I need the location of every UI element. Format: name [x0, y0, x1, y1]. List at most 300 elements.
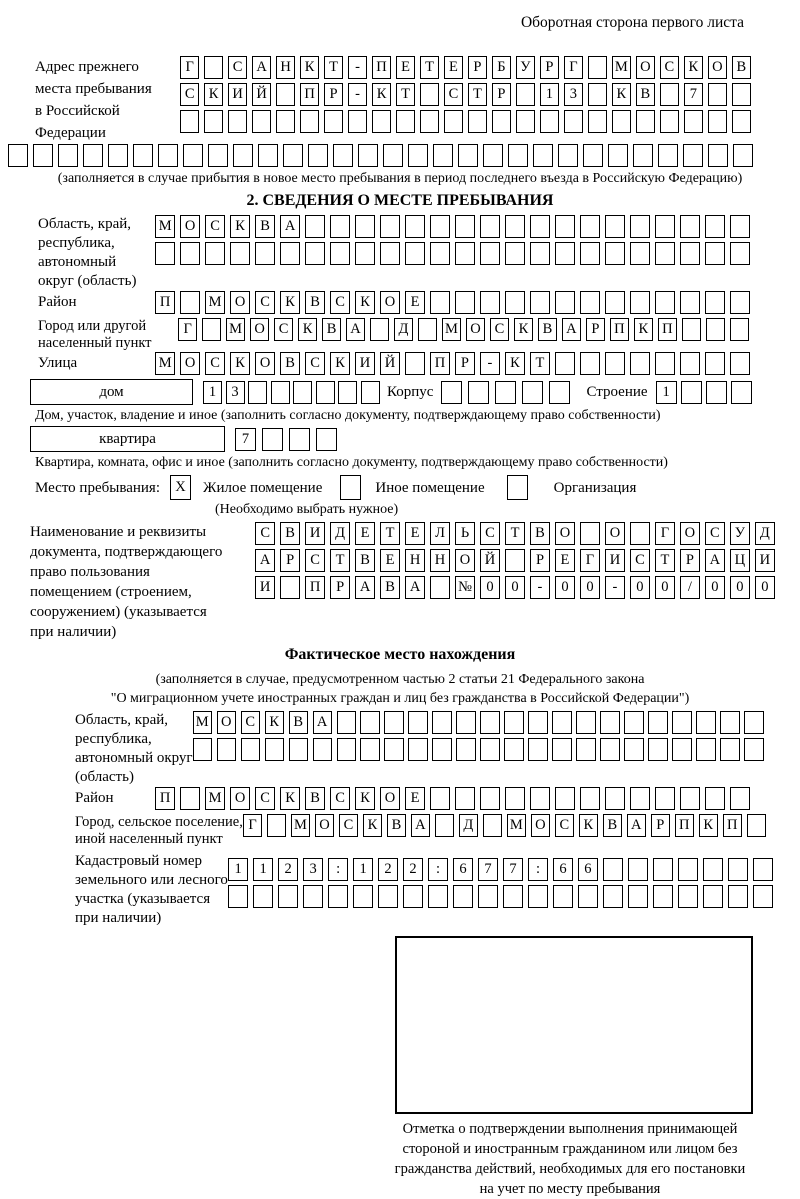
checkbox-other-premises[interactable]: [340, 475, 361, 500]
char-cell[interactable]: [672, 738, 691, 761]
char-cell[interactable]: Е: [405, 522, 425, 545]
char-cell[interactable]: [655, 787, 675, 810]
char-cell[interactable]: П: [155, 291, 175, 314]
char-cell[interactable]: П: [610, 318, 629, 341]
char-cell[interactable]: 1: [540, 83, 559, 106]
char-cell[interactable]: [603, 885, 623, 908]
char-cell[interactable]: С: [490, 318, 509, 341]
char-cell[interactable]: Д: [755, 522, 775, 545]
char-cell[interactable]: А: [411, 814, 430, 837]
char-cell[interactable]: М: [612, 56, 631, 79]
char-cell[interactable]: У: [730, 522, 750, 545]
char-cell[interactable]: Т: [324, 56, 343, 79]
char-cell[interactable]: О: [380, 291, 400, 314]
char-cell[interactable]: Д: [394, 318, 413, 341]
char-cell[interactable]: [708, 83, 727, 106]
char-cell[interactable]: [680, 215, 700, 238]
char-cell[interactable]: [316, 381, 335, 404]
char-cell[interactable]: И: [305, 522, 325, 545]
char-cell[interactable]: Т: [330, 549, 350, 572]
char-cell[interactable]: [455, 291, 475, 314]
char-cell[interactable]: В: [530, 522, 550, 545]
char-cell[interactable]: 1: [656, 381, 677, 404]
char-cell[interactable]: 0: [730, 576, 750, 599]
char-cell[interactable]: [333, 144, 353, 167]
char-cell[interactable]: [262, 428, 283, 451]
char-cell[interactable]: [624, 711, 643, 734]
char-cell[interactable]: А: [255, 549, 275, 572]
char-cell[interactable]: [228, 110, 247, 133]
char-cell[interactable]: Е: [405, 787, 425, 810]
char-cell[interactable]: О: [708, 56, 727, 79]
char-cell[interactable]: С: [305, 549, 325, 572]
char-cell[interactable]: В: [289, 711, 308, 734]
char-cell[interactable]: [678, 858, 698, 881]
char-cell[interactable]: П: [305, 576, 325, 599]
char-cell[interactable]: [530, 242, 550, 265]
char-cell[interactable]: [744, 738, 763, 761]
char-cell[interactable]: [578, 885, 598, 908]
char-cell[interactable]: [705, 787, 725, 810]
char-cell[interactable]: М: [226, 318, 245, 341]
char-cell[interactable]: [360, 711, 379, 734]
char-cell[interactable]: [730, 291, 750, 314]
char-cell[interactable]: [328, 885, 348, 908]
char-cell[interactable]: [540, 110, 559, 133]
char-cell[interactable]: [753, 885, 773, 908]
char-cell[interactable]: 0: [655, 576, 675, 599]
char-cell[interactable]: С: [241, 711, 260, 734]
char-cell[interactable]: [605, 242, 625, 265]
char-cell[interactable]: [533, 144, 553, 167]
char-cell[interactable]: [458, 144, 478, 167]
char-cell[interactable]: Г: [564, 56, 583, 79]
char-cell[interactable]: [337, 711, 356, 734]
char-cell[interactable]: К: [363, 814, 382, 837]
char-cell[interactable]: [355, 215, 375, 238]
char-cell[interactable]: М: [507, 814, 526, 837]
char-cell[interactable]: [403, 885, 423, 908]
char-cell[interactable]: С: [480, 522, 500, 545]
char-cell[interactable]: Ь: [455, 522, 475, 545]
char-cell[interactable]: [348, 110, 367, 133]
char-cell[interactable]: [516, 83, 535, 106]
char-cell[interactable]: [648, 738, 667, 761]
char-cell[interactable]: [455, 787, 475, 810]
char-cell[interactable]: [430, 242, 450, 265]
char-cell[interactable]: Р: [530, 549, 550, 572]
char-cell[interactable]: -: [480, 352, 500, 375]
char-cell[interactable]: А: [627, 814, 646, 837]
char-cell[interactable]: К: [330, 352, 350, 375]
char-cell[interactable]: [503, 885, 523, 908]
char-cell[interactable]: [696, 738, 715, 761]
char-cell[interactable]: [628, 858, 648, 881]
char-cell[interactable]: П: [723, 814, 742, 837]
char-cell[interactable]: О: [230, 787, 250, 810]
char-cell[interactable]: [405, 215, 425, 238]
char-cell[interactable]: [265, 738, 284, 761]
char-cell[interactable]: [480, 738, 499, 761]
char-cell[interactable]: С: [205, 352, 225, 375]
char-cell[interactable]: [588, 110, 607, 133]
char-cell[interactable]: [705, 215, 725, 238]
char-cell[interactable]: [267, 814, 286, 837]
char-cell[interactable]: Т: [396, 83, 415, 106]
char-cell[interactable]: [504, 711, 523, 734]
char-cell[interactable]: К: [514, 318, 533, 341]
char-cell[interactable]: [280, 242, 300, 265]
char-cell[interactable]: 7: [503, 858, 523, 881]
char-cell[interactable]: [588, 56, 607, 79]
char-cell[interactable]: [133, 144, 153, 167]
char-cell[interactable]: Л: [430, 522, 450, 545]
char-cell[interactable]: Т: [530, 352, 550, 375]
char-cell[interactable]: :: [328, 858, 348, 881]
char-cell[interactable]: [361, 381, 380, 404]
char-cell[interactable]: [313, 738, 332, 761]
char-cell[interactable]: [504, 738, 523, 761]
char-cell[interactable]: [706, 381, 727, 404]
char-cell[interactable]: С: [555, 814, 574, 837]
char-cell[interactable]: [658, 144, 678, 167]
char-cell[interactable]: С: [205, 215, 225, 238]
char-cell[interactable]: С: [305, 352, 325, 375]
char-cell[interactable]: [728, 858, 748, 881]
char-cell[interactable]: [353, 885, 373, 908]
char-cell[interactable]: [384, 711, 403, 734]
char-cell[interactable]: №: [455, 576, 475, 599]
char-cell[interactable]: К: [300, 56, 319, 79]
char-cell[interactable]: [330, 242, 350, 265]
char-cell[interactable]: К: [204, 83, 223, 106]
char-cell[interactable]: В: [355, 549, 375, 572]
char-cell[interactable]: [600, 711, 619, 734]
char-cell[interactable]: [630, 787, 650, 810]
char-cell[interactable]: Р: [680, 549, 700, 572]
char-cell[interactable]: О: [555, 522, 575, 545]
char-cell[interactable]: [480, 242, 500, 265]
char-cell[interactable]: [408, 711, 427, 734]
char-cell[interactable]: [303, 885, 323, 908]
char-cell[interactable]: Д: [459, 814, 478, 837]
char-cell[interactable]: [360, 738, 379, 761]
char-cell[interactable]: [492, 110, 511, 133]
char-cell[interactable]: [355, 242, 375, 265]
char-cell[interactable]: [432, 738, 451, 761]
char-cell[interactable]: [108, 144, 128, 167]
char-cell[interactable]: Т: [468, 83, 487, 106]
char-cell[interactable]: [720, 711, 739, 734]
char-cell[interactable]: [705, 291, 725, 314]
char-cell[interactable]: Г: [180, 56, 199, 79]
char-cell[interactable]: [372, 110, 391, 133]
char-cell[interactable]: [705, 242, 725, 265]
char-cell[interactable]: [732, 110, 751, 133]
char-cell[interactable]: Р: [651, 814, 670, 837]
char-cell[interactable]: Р: [586, 318, 605, 341]
char-cell[interactable]: [480, 711, 499, 734]
char-cell[interactable]: 6: [578, 858, 598, 881]
char-cell[interactable]: [430, 576, 450, 599]
char-cell[interactable]: [678, 885, 698, 908]
char-cell[interactable]: [456, 738, 475, 761]
char-cell[interactable]: А: [562, 318, 581, 341]
char-cell[interactable]: Е: [444, 56, 463, 79]
char-cell[interactable]: [660, 83, 679, 106]
char-cell[interactable]: [337, 738, 356, 761]
char-cell[interactable]: С: [255, 291, 275, 314]
char-cell[interactable]: В: [380, 576, 400, 599]
char-cell[interactable]: [605, 352, 625, 375]
char-cell[interactable]: Е: [555, 549, 575, 572]
char-cell[interactable]: О: [466, 318, 485, 341]
char-cell[interactable]: В: [732, 56, 751, 79]
char-cell[interactable]: [183, 144, 203, 167]
char-cell[interactable]: [655, 352, 675, 375]
char-cell[interactable]: [453, 885, 473, 908]
char-cell[interactable]: [580, 522, 600, 545]
char-cell[interactable]: [605, 215, 625, 238]
char-cell[interactable]: [730, 787, 750, 810]
char-cell[interactable]: Н: [405, 549, 425, 572]
char-cell[interactable]: [580, 242, 600, 265]
char-cell[interactable]: [753, 858, 773, 881]
char-cell[interactable]: В: [305, 787, 325, 810]
char-cell[interactable]: [684, 110, 703, 133]
char-cell[interactable]: [682, 318, 701, 341]
char-cell[interactable]: Й: [252, 83, 271, 106]
char-cell[interactable]: К: [355, 787, 375, 810]
char-cell[interactable]: [580, 291, 600, 314]
char-cell[interactable]: [558, 144, 578, 167]
char-cell[interactable]: [435, 814, 454, 837]
house-type-box[interactable]: дом: [30, 379, 193, 405]
char-cell[interactable]: [430, 291, 450, 314]
char-cell[interactable]: С: [180, 83, 199, 106]
char-cell[interactable]: [283, 144, 303, 167]
char-cell[interactable]: [728, 885, 748, 908]
char-cell[interactable]: [505, 787, 525, 810]
char-cell[interactable]: Р: [540, 56, 559, 79]
char-cell[interactable]: [552, 738, 571, 761]
char-cell[interactable]: К: [298, 318, 317, 341]
char-cell[interactable]: [530, 787, 550, 810]
char-cell[interactable]: [430, 787, 450, 810]
char-cell[interactable]: И: [755, 549, 775, 572]
char-cell[interactable]: [655, 291, 675, 314]
char-cell[interactable]: [680, 352, 700, 375]
char-cell[interactable]: [655, 242, 675, 265]
char-cell[interactable]: -: [348, 83, 367, 106]
char-cell[interactable]: О: [455, 549, 475, 572]
char-cell[interactable]: [276, 110, 295, 133]
char-cell[interactable]: П: [300, 83, 319, 106]
char-cell[interactable]: Г: [178, 318, 197, 341]
char-cell[interactable]: С: [330, 787, 350, 810]
char-cell[interactable]: 0: [705, 576, 725, 599]
char-cell[interactable]: [555, 291, 575, 314]
checkbox-residential[interactable]: X: [170, 475, 191, 500]
char-cell[interactable]: [703, 858, 723, 881]
char-cell[interactable]: [612, 110, 631, 133]
char-cell[interactable]: С: [444, 83, 463, 106]
char-cell[interactable]: [180, 242, 200, 265]
char-cell[interactable]: Т: [380, 522, 400, 545]
char-cell[interactable]: [405, 352, 425, 375]
char-cell[interactable]: [653, 858, 673, 881]
char-cell[interactable]: 2: [378, 858, 398, 881]
char-cell[interactable]: 7: [478, 858, 498, 881]
char-cell[interactable]: [730, 352, 750, 375]
char-cell[interactable]: [696, 711, 715, 734]
char-cell[interactable]: [468, 110, 487, 133]
char-cell[interactable]: С: [660, 56, 679, 79]
char-cell[interactable]: К: [684, 56, 703, 79]
char-cell[interactable]: [516, 110, 535, 133]
char-cell[interactable]: [580, 352, 600, 375]
char-cell[interactable]: [706, 318, 725, 341]
char-cell[interactable]: [252, 110, 271, 133]
char-cell[interactable]: [731, 381, 752, 404]
char-cell[interactable]: -: [605, 576, 625, 599]
char-cell[interactable]: [480, 787, 500, 810]
char-cell[interactable]: [508, 144, 528, 167]
char-cell[interactable]: [418, 318, 437, 341]
char-cell[interactable]: 0: [630, 576, 650, 599]
char-cell[interactable]: 1: [228, 858, 248, 881]
char-cell[interactable]: [605, 291, 625, 314]
char-cell[interactable]: [730, 242, 750, 265]
char-cell[interactable]: [555, 215, 575, 238]
char-cell[interactable]: [522, 381, 543, 404]
char-cell[interactable]: В: [387, 814, 406, 837]
char-cell[interactable]: А: [280, 215, 300, 238]
char-cell[interactable]: [241, 738, 260, 761]
char-cell[interactable]: [588, 83, 607, 106]
char-cell[interactable]: [555, 352, 575, 375]
char-cell[interactable]: А: [252, 56, 271, 79]
char-cell[interactable]: [480, 215, 500, 238]
char-cell[interactable]: О: [605, 522, 625, 545]
char-cell[interactable]: 1: [353, 858, 373, 881]
char-cell[interactable]: [483, 144, 503, 167]
char-cell[interactable]: О: [230, 291, 250, 314]
char-cell[interactable]: [204, 110, 223, 133]
char-cell[interactable]: [630, 242, 650, 265]
char-cell[interactable]: [655, 215, 675, 238]
char-cell[interactable]: [680, 242, 700, 265]
char-cell[interactable]: [258, 144, 278, 167]
char-cell[interactable]: [528, 738, 547, 761]
char-cell[interactable]: 1: [253, 858, 273, 881]
char-cell[interactable]: [204, 56, 223, 79]
char-cell[interactable]: [305, 242, 325, 265]
char-cell[interactable]: М: [193, 711, 212, 734]
char-cell[interactable]: Е: [396, 56, 415, 79]
char-cell[interactable]: [630, 352, 650, 375]
char-cell[interactable]: [289, 738, 308, 761]
char-cell[interactable]: [549, 381, 570, 404]
char-cell[interactable]: [505, 549, 525, 572]
char-cell[interactable]: [564, 110, 583, 133]
char-cell[interactable]: [580, 215, 600, 238]
char-cell[interactable]: [217, 738, 236, 761]
char-cell[interactable]: Т: [655, 549, 675, 572]
char-cell[interactable]: 0: [480, 576, 500, 599]
char-cell[interactable]: С: [274, 318, 293, 341]
char-cell[interactable]: О: [531, 814, 550, 837]
char-cell[interactable]: [278, 885, 298, 908]
char-cell[interactable]: К: [230, 215, 250, 238]
char-cell[interactable]: [505, 215, 525, 238]
char-cell[interactable]: П: [430, 352, 450, 375]
char-cell[interactable]: [730, 318, 749, 341]
char-cell[interactable]: О: [180, 352, 200, 375]
char-cell[interactable]: М: [442, 318, 461, 341]
char-cell[interactable]: [705, 352, 725, 375]
char-cell[interactable]: [730, 215, 750, 238]
char-cell[interactable]: К: [699, 814, 718, 837]
char-cell[interactable]: Г: [580, 549, 600, 572]
char-cell[interactable]: В: [603, 814, 622, 837]
char-cell[interactable]: В: [280, 352, 300, 375]
char-cell[interactable]: [708, 110, 727, 133]
char-cell[interactable]: [205, 242, 225, 265]
char-cell[interactable]: Й: [380, 352, 400, 375]
char-cell[interactable]: 2: [278, 858, 298, 881]
char-cell[interactable]: [633, 144, 653, 167]
char-cell[interactable]: [628, 885, 648, 908]
char-cell[interactable]: [600, 738, 619, 761]
char-cell[interactable]: Р: [455, 352, 475, 375]
char-cell[interactable]: [276, 83, 295, 106]
char-cell[interactable]: [430, 215, 450, 238]
char-cell[interactable]: [672, 711, 691, 734]
char-cell[interactable]: [330, 215, 350, 238]
char-cell[interactable]: К: [372, 83, 391, 106]
char-cell[interactable]: [483, 814, 502, 837]
char-cell[interactable]: 0: [580, 576, 600, 599]
char-cell[interactable]: [708, 144, 728, 167]
char-cell[interactable]: [683, 144, 703, 167]
char-cell[interactable]: М: [205, 787, 225, 810]
char-cell[interactable]: [230, 242, 250, 265]
char-cell[interactable]: 3: [564, 83, 583, 106]
char-cell[interactable]: [408, 144, 428, 167]
char-cell[interactable]: [530, 291, 550, 314]
char-cell[interactable]: У: [516, 56, 535, 79]
char-cell[interactable]: В: [255, 215, 275, 238]
char-cell[interactable]: К: [280, 787, 300, 810]
char-cell[interactable]: [552, 711, 571, 734]
char-cell[interactable]: К: [505, 352, 525, 375]
char-cell[interactable]: [583, 144, 603, 167]
char-cell[interactable]: [396, 110, 415, 133]
char-cell[interactable]: [680, 291, 700, 314]
char-cell[interactable]: [624, 738, 643, 761]
char-cell[interactable]: Р: [468, 56, 487, 79]
char-cell[interactable]: В: [538, 318, 557, 341]
char-cell[interactable]: [478, 885, 498, 908]
char-cell[interactable]: [420, 110, 439, 133]
char-cell[interactable]: [744, 711, 763, 734]
char-cell[interactable]: В: [305, 291, 325, 314]
char-cell[interactable]: [528, 711, 547, 734]
char-cell[interactable]: 0: [555, 576, 575, 599]
char-cell[interactable]: 1: [203, 381, 222, 404]
char-cell[interactable]: О: [217, 711, 236, 734]
